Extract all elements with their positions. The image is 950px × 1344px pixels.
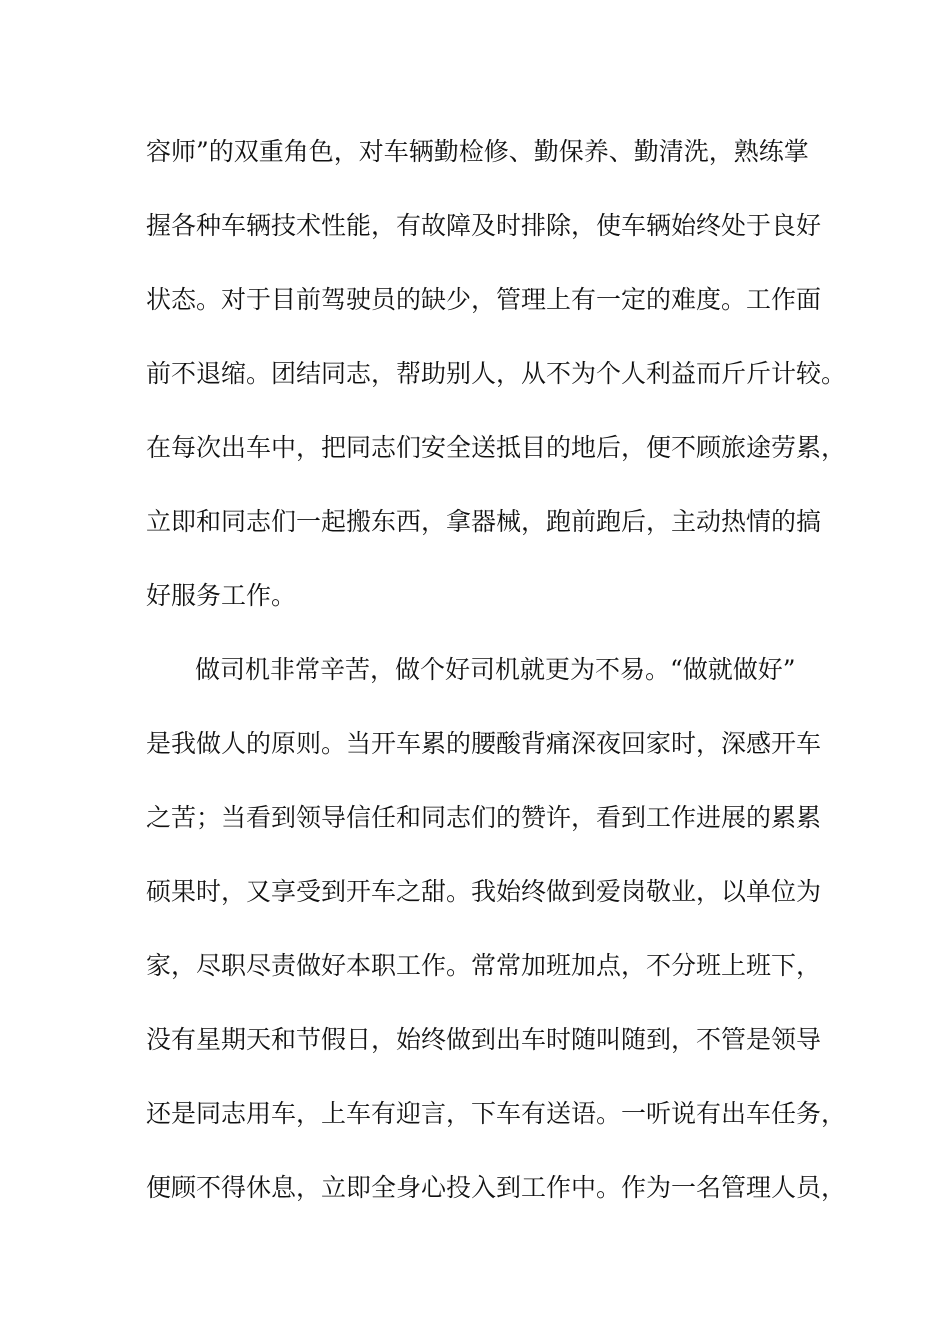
text-line: 状态。对于目前驾驶员的缺少，管理上有一定的难度。工作面: [146, 285, 822, 314]
text-line: 硕果时，又享受到开车之甜。我始终做到爱岗敬业，以单位为: [146, 877, 822, 906]
text-line: 是我做人的原则。当开车累的腰酸背痛深夜回家时，深感开车: [146, 729, 822, 758]
text-line: 好服务工作。: [146, 581, 297, 610]
text-line: 在每次出车中，把同志们安全送抵目的地后，便不顾旅途劳累，: [146, 433, 847, 462]
text-line: 家，尽职尽责做好本职工作。常常加班加点，不分班上班下，: [146, 951, 822, 980]
text-line: 握各种车辆技术性能，有故障及时排除，使车辆始终处于良好: [146, 211, 822, 240]
text-line: 还是同志用车，上车有迎言，下车有送语。一听说有出车任务，: [146, 1099, 847, 1128]
text-line: 前不退缩。团结同志，帮助别人，从不为个人利益而斤斤计较。: [146, 359, 847, 388]
text-line: 便顾不得休息，立即全身心投入到工作中。作为一名管理人员，: [146, 1173, 847, 1202]
text-line: 之苦；当看到领导信任和同志们的赞许，看到工作进展的累累: [146, 803, 822, 832]
text-line: 立即和同志们一起搬东西，拿器械，跑前跑后，主动热情的搞: [146, 507, 822, 536]
paragraph-first-line: 做司机非常辛苦，做个好司机就更为不易。“做就做好”: [195, 655, 796, 684]
text-line: 容师”的双重角色，对车辆勤检修、勤保养、勤清洗，熟练掌: [146, 137, 809, 166]
text-line: 没有星期天和节假日，始终做到出车时随叫随到，不管是领导: [146, 1025, 822, 1054]
